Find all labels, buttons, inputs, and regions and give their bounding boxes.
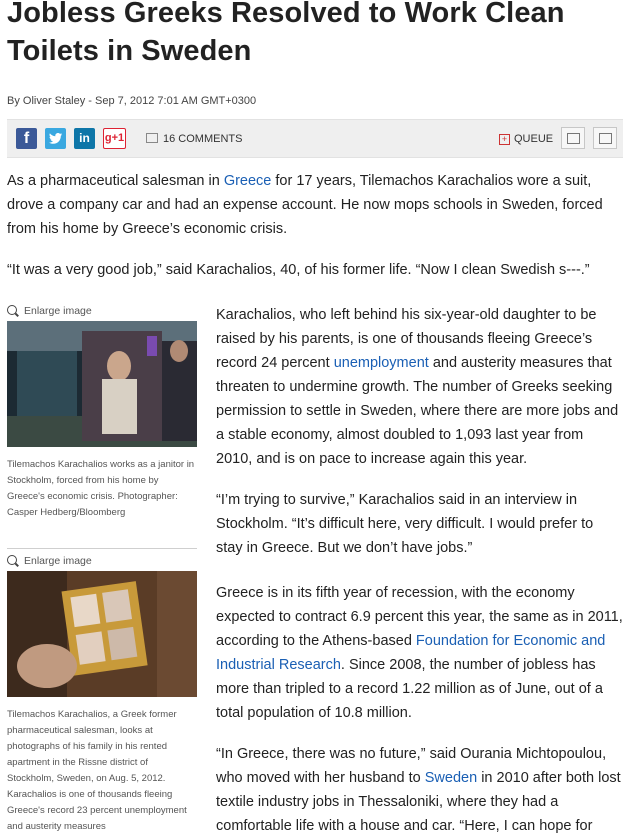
plus-icon: + [499,134,510,145]
queue-label: QUEUE [514,133,554,145]
email-button[interactable] [593,127,617,149]
foundation-link[interactable]: Foundation for Economic and Industrial Research [216,633,606,673]
queue-button[interactable] [499,133,553,145]
comment-icon [146,133,158,143]
print-icon [567,133,580,144]
twitter-bird-icon [49,133,62,144]
magnifier-icon [7,305,17,315]
twitter-share-button[interactable] [45,128,66,149]
enlarge-image-link-2[interactable] [7,555,92,567]
paragraph-2: “It was a very good job,” said Karachalios, 40, of his former life. “Now I clean Swedish s---.” [7,262,590,278]
enlarge-image-link-1[interactable] [7,305,92,317]
byline: By Oliver Staley - Sep 7, 2012 7:01 AM GMT+0300 [7,95,257,107]
facebook-share-button[interactable]: f [16,128,37,149]
print-button[interactable] [561,127,585,149]
comments-count: 16 COMMENTS [163,133,243,145]
text: in 2010 after both lost textile industry jobs in Thessaloniki, where they had a comfortable life with a house and car. “Here, I can hope for [216,770,621,834]
gplus-share-button[interactable]: g+1 [103,128,126,149]
paragraph-3 [216,303,623,471]
enlarge-label: Enlarge image [24,305,92,317]
text: As a pharmaceutical salesman in [7,173,224,189]
greece-link[interactable]: Greece [223,173,272,189]
text: for 17 years, Tilemachos Karachalios wore a suit, drove a company car and had an expense account. He now mops schools in Sweden, forced from his home by Greece’s economic crisis. [7,173,603,237]
text: “In Greece, there was no future,” said Ourania Michtopoulou, who moved with her husband to [216,746,607,786]
divider [7,548,197,549]
photo-family[interactable] [7,571,197,697]
linkedin-share-button[interactable]: in [74,128,95,149]
photo-janitor-image [7,321,197,447]
sweden-link[interactable]: Sweden [424,770,478,786]
photo-family-image [7,571,197,697]
paragraph-5 [216,581,623,725]
text: Karachalios, who left behind his six-year-old daughter to be raised by his parents, is one of thousands fleeing Greece’s record 24 percent [216,307,597,371]
text: Greece is in its fifth year of recession, with the economy expected to contract 6.9 percent this year, the same as in 2011, according to the Athens-based [216,585,623,649]
magnifier-icon [7,555,17,565]
paragraph-4: “I’m trying to survive,” Karachalios said in an interview in Stockholm. “It’s difficult here, very difficult. I would prefer to stay in Greece. But we don’t have jobs.” [216,492,594,556]
paragraph-1 [7,169,619,241]
enlarge-label: Enlarge image [24,555,92,567]
comments-link[interactable] [146,133,242,145]
photo-janitor[interactable] [7,321,197,447]
article-title: Jobless Greeks Resolved to Work Clean Toilets in Sweden [7,0,565,67]
unemployment-link[interactable]: unemployment [333,355,429,371]
paragraph-6 [216,742,623,838]
text: . Since 2008, the number of jobless has more than tripled to a record 1.22 million as of June, out of a total population of 10.8 million. [216,657,603,721]
photo-caption-2: Tilemachos Karachalios, a Greek former pharmaceutical salesman, looks at photographs of his family in his rented apartment in the Rissne district of Stockholm, Sweden, on Aug. 5, 2012. Karachalios is one of thousands fleeing Greece's record 23 percent unemployment and austerity measures [7,709,187,832]
photo-caption-1: Tilemachos Karachalios works as a janitor in Stockholm, forced from his home by Greece's economic crisis. Photographer: Casper Hedberg/Bloomberg [7,459,195,518]
text: and austerity measures that threaten to undermine growth. The number of Greeks seeking permission to settle in Sweden, where there are more jobs and a stable economy, almost doubled to 1,093 last year from 2010, and is on pace to increase again this year. [216,355,619,467]
email-icon [599,133,612,144]
share-bar [7,119,623,158]
